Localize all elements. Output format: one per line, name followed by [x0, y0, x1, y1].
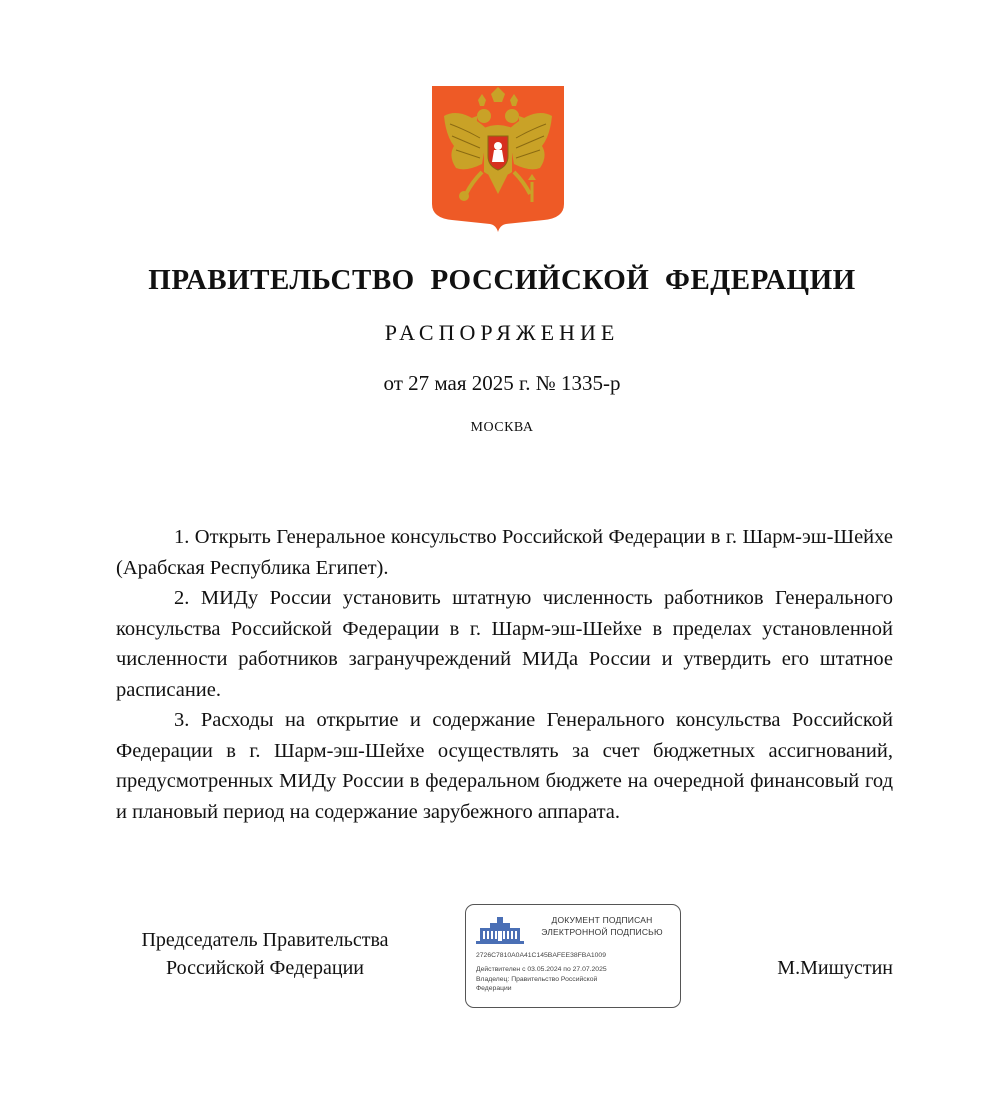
document-date-number: от 27 мая 2025 г. № 1335-р: [383, 371, 621, 395]
signatory-name: М.Мишустин: [777, 957, 893, 979]
electronic-signature-stamp: [465, 904, 681, 1008]
document-body: [116, 522, 893, 827]
paragraph-1: 1. Открыть Генеральное консульство Российской Федерации в г. Шарм-эш-Шейхе (Арабская Республика Египет).: [116, 526, 893, 579]
signatory-title: [112, 926, 418, 982]
stamp-certificate-serial: 2726C7810A0A41C145BAFEE38FBA1009: [476, 952, 606, 959]
stamp-heading: [528, 914, 676, 938]
document-city: МОСКВА: [470, 420, 534, 435]
russian-coat-of-arms-icon: [432, 86, 564, 232]
organization-title: ПРАВИТЕЛЬСТВО РОССИЙСКОЙ ФЕДЕРАЦИИ: [148, 264, 856, 296]
paragraph-2: 2. МИДу России установить штатную численность работников Генерального консульства Российской Федерации в г. Шарм-эш-Шейхе в пределах установленной численности работников загранучреждений МИДа России и утвердить его штатное расписание.: [116, 587, 893, 701]
stamp-owner-line-1: Владелец: Правительство Российской: [476, 976, 598, 983]
document-type: РАСПОРЯЖЕНИЕ: [384, 320, 620, 345]
stamp-heading-line-2: ЭЛЕКТРОННОЙ ПОДПИСЬЮ: [541, 927, 663, 937]
stamp-owner-line-2: Федерации: [476, 985, 512, 992]
signatory-title-line-1: Председатель Правительства: [141, 929, 389, 951]
paragraph-3: 3. Расходы на открытие и содержание Генерального консульства Российской Федерации в г. Шарм-эш-Шейхе осуществлять за счет бюджетных ассигнований, предусмотренных МИДу России в федеральном бюджете на очередной финансовый год и плановый период на содержание зарубежного аппарата.: [116, 709, 893, 823]
signatory-title-line-2: Российской Федерации: [165, 957, 365, 979]
stamp-heading-line-1: ДОКУМЕНТ ПОДПИСАН: [551, 915, 653, 925]
stamp-validity: Действителен с 03.05.2024 по 27.07.2025: [476, 966, 607, 973]
government-house-icon: [476, 915, 524, 945]
